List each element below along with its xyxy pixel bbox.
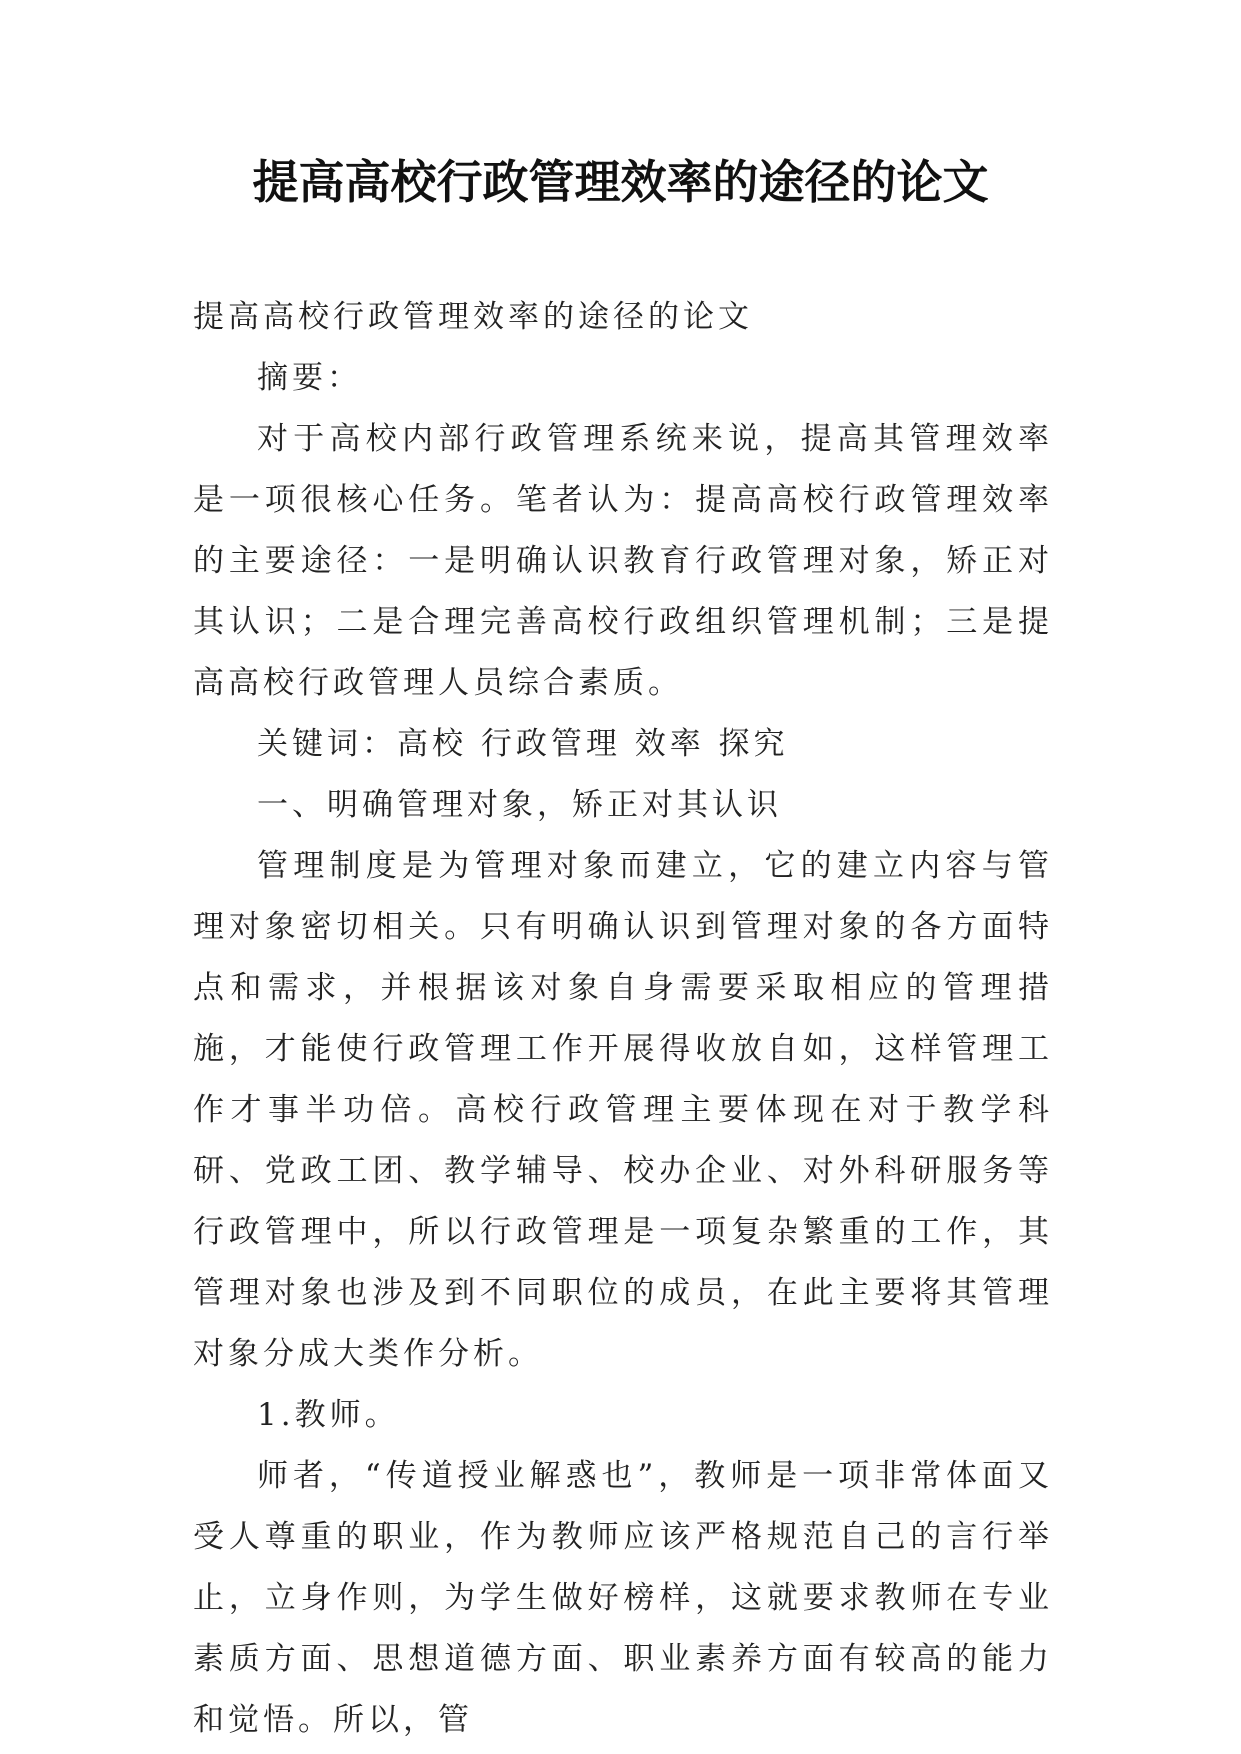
abstract-paragraph: 对于高校内部行政管理系统来说，提高其管理效率是一项很核心任务。笔者认为：提高高校行政管理效率的主要途径：一是明确认识教育行政管理对象，矫正对其认识；二是合理完善高校行政组织管理机制；三是提高高校行政管理人员综合素质。 — [193, 421, 1053, 701]
keywords-line: 关键词：高校 行政管理 效率 探究 — [257, 726, 789, 762]
document-title: 提高高校行政管理效率的途径的论文 — [252, 155, 989, 209]
abstract-label: 摘要： — [257, 360, 362, 396]
body-heading: 提高高校行政管理效率的途径的论文 — [193, 299, 753, 335]
section-heading-1: 一、明确管理对象，矫正对其认识 — [257, 787, 782, 823]
body-paragraph: 管理制度是为管理对象而建立，它的建立内容与管理对象密切相关。只有明确认识到管理对象的各方面特点和需求，并根据该对象自身需要采取相应的管理措施，才能使行政管理工作开展得收放自如，这样管理工作才事半功倍。高校行政管理主要体现在对于教学科研、党政工团、教学辅导、校办企业、对外科研服务等行政管理中，所以行政管理是一项复杂繁重的工作，其管理对象也涉及到不同职位的成员，在此主要将其管理对象分成大类作分析。 — [193, 848, 1053, 1372]
body-paragraph: 师者，“传道授业解惑也”，教师是一项非常体面又受人尊重的职业，作为教师应该严格规范自己的言行举止，立身作则，为学生做好榜样，这就要求教师在专业素质方面、思想道德方面、职业素养方面有较高的能力和觉悟。所以，管 — [193, 1458, 1053, 1738]
subsection-heading-teachers: 1.教师。 — [257, 1397, 400, 1433]
document-body — [193, 287, 1053, 1751]
